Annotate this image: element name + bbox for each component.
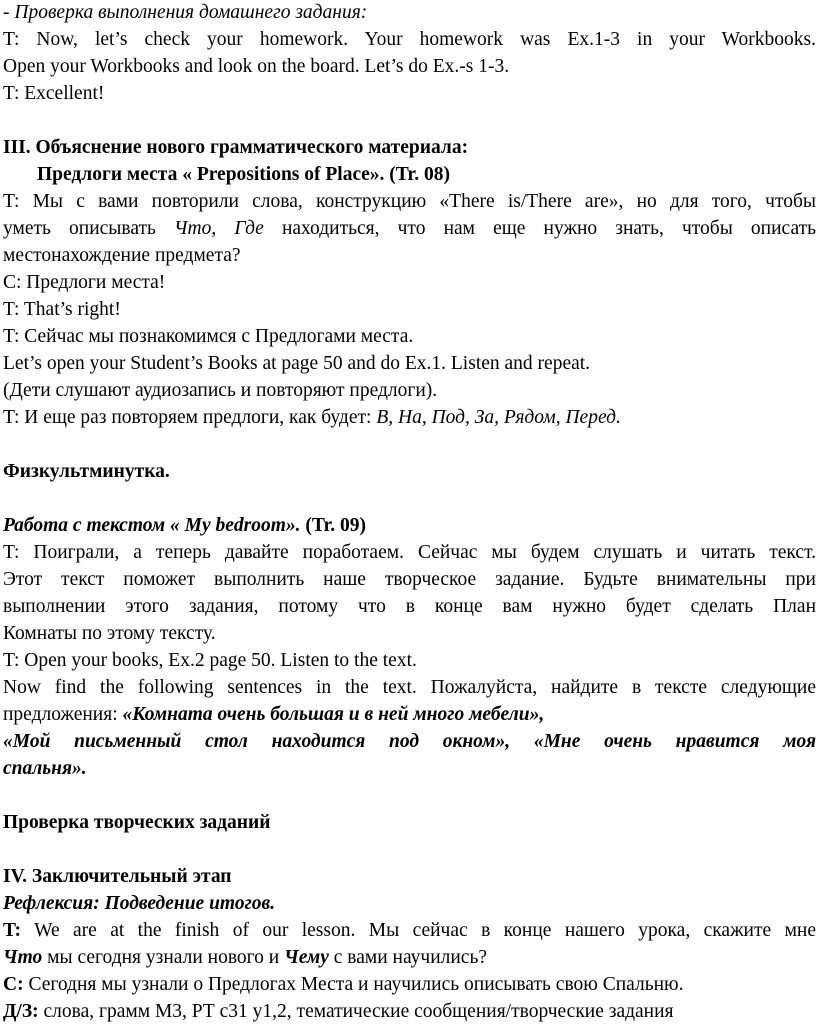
- text-span-bold-italic: Работа с текстом « My bedroom».: [3, 515, 301, 536]
- paragraph-line: Open your Workbooks and look on the board. Let’s do Ex.-s 1-3.: [3, 56, 510, 77]
- paragraph-line: T: That’s right!: [3, 299, 121, 320]
- section-3-title: III. Объяснение нового грамматического материала:: [3, 137, 469, 158]
- paragraph-line: T: Сейчас мы познакомимся с Предлогами места.: [3, 326, 414, 347]
- paragraph-line: T: Open your books, Ex.2 page 50. Listen to the text.: [3, 650, 417, 671]
- paragraph-line: [3, 999, 674, 1025]
- reflection-title: Рефлексия: Подведение итогов.: [3, 893, 276, 914]
- text-span: We are at the finish of our lesson. Мы сейчас в конце нашего урока, скажите мне: [21, 920, 816, 941]
- paragraph-line: Let’s open your Student’s Books at page 50 and do Ex.1. Listen and repeat.: [3, 353, 591, 374]
- text-span-bold: (Tr. 09): [300, 515, 367, 536]
- paragraph-line: T: Now, let’s check your homework. Your homework was Ex.1-3 in your Workbooks.: [3, 29, 816, 50]
- paragraph-line: Комнаты по этому тексту.: [3, 623, 216, 644]
- homework-label: Д/З:: [3, 1001, 39, 1022]
- section-4-title: IV. Заключительный этап: [3, 866, 232, 887]
- text-span-bold-italic: Что: [3, 947, 43, 968]
- text-span: T: И еще раз повторяем предлоги, как будет:: [3, 407, 377, 428]
- paragraph-line: местонахождение предмета?: [3, 245, 241, 266]
- paragraph-line: выполнении этого задания, потому что в конце вам нужно будет сделать План: [3, 596, 816, 617]
- text-span-bold-italic: Чему: [284, 947, 329, 968]
- paragraph-line: (Дети слушают аудиозапись и повторяют предлоги).: [3, 380, 438, 401]
- paragraph-line: [3, 216, 816, 242]
- text-span: мы сегодня узнали нового и: [42, 947, 285, 968]
- paragraph-line: [3, 405, 621, 431]
- creative-check-title: Проверка творческих заданий: [3, 812, 271, 833]
- section-3-subtitle: Предлоги места « Prepositions of Place». (Tr. 08): [37, 164, 450, 185]
- text-span-italic: Что: [174, 218, 212, 239]
- quote-span: «Комната очень большая и в ней много мебели»,: [122, 704, 545, 725]
- quote-line: спальня».: [3, 758, 87, 779]
- speaker-label: C:: [3, 974, 24, 995]
- paragraph-line: [3, 918, 816, 944]
- text-span: Сегодня мы узнали о Предлогах Места и научились описывать свою Спальню.: [23, 974, 684, 995]
- quote-line: «Мой письменный стол находится под окном», «Мне очень нравится моя: [3, 731, 816, 752]
- paragraph-line: Этот текст поможет выполнить наше творческое задание. Будьте внимательны при: [3, 569, 816, 590]
- text-span: находиться, что нам еще нужно знать, чтобы описать: [263, 218, 816, 239]
- text-span: с вами научились?: [328, 947, 488, 968]
- text-work-title: [3, 513, 366, 539]
- paragraph-line: T: Excellent!: [3, 83, 105, 104]
- text-span-italic: Где: [234, 218, 264, 239]
- text-span: предложения:: [3, 704, 123, 725]
- heading-dash: -: [3, 2, 15, 23]
- paragraph-line: [3, 972, 683, 998]
- paragraph-line: T: Мы с вами повторили слова, конструкцию «There is/There are», но для того, чтобы: [3, 191, 816, 212]
- homework-check-title: Проверка выполнения домашнего задания:: [14, 2, 368, 23]
- text-span: слова, грамм М3, РТ с31 у1,2, тематические сообщения/творческие задания: [38, 1001, 674, 1022]
- phys-break-title: Физкультминутка.: [3, 461, 170, 482]
- paragraph-line: [3, 702, 544, 728]
- paragraph-line: C: Предлоги места!: [3, 272, 166, 293]
- paragraph-line: Now find the following sentences in the text. Пожалуйста, найдите в тексте следующие: [3, 677, 816, 698]
- text-span: уметь описывать: [3, 218, 175, 239]
- homework-check-heading: [3, 0, 367, 26]
- paragraph-line: [3, 945, 487, 971]
- prepositions-list: В, На, Под, За, Рядом, Перед.: [376, 407, 621, 428]
- text-span: ,: [211, 218, 235, 239]
- paragraph-line: T: Поиграли, а теперь давайте поработаем. Сейчас мы будем слушать и читать текст.: [3, 542, 816, 563]
- speaker-label: T:: [3, 920, 22, 941]
